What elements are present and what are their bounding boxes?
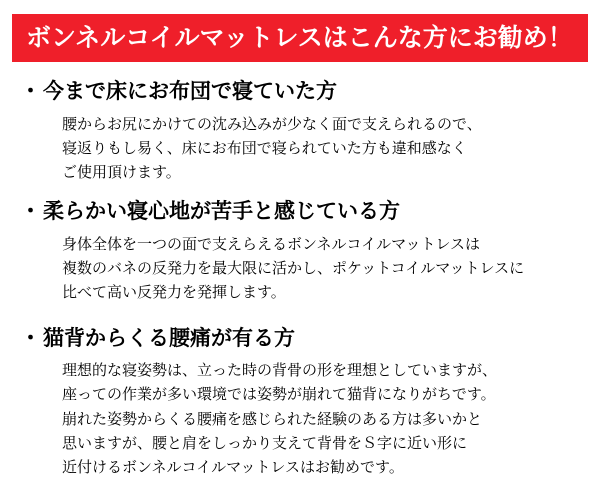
body-line: 腰からお尻にかけての沈み込みが少なく面で支えられるので、 bbox=[62, 114, 482, 133]
section-3-heading bbox=[20, 325, 582, 352]
section-1-heading-text: 今まで床にお布団で寝ていた方 bbox=[43, 79, 337, 104]
section-2-heading-text: 柔らかい寝心地が苦手と感じている方 bbox=[43, 199, 400, 224]
bullet-icon: ・ bbox=[20, 79, 41, 104]
section-1 bbox=[20, 78, 582, 184]
body-line: ご使用頂けます。 bbox=[62, 163, 181, 182]
body-line: 崩れた姿勢からくる腰痛を感じられた経験のある方は多いかと bbox=[62, 409, 483, 428]
body-line: 理想的な寝姿勢は、立った時の背骨の形を理想としていますが、 bbox=[62, 360, 498, 379]
section-2-body bbox=[20, 232, 582, 305]
section-1-body bbox=[20, 112, 582, 185]
body-line: 寝返りもし易く、床にお布団で寝られていた方も違和感なく bbox=[62, 138, 467, 157]
section-1-heading bbox=[20, 78, 582, 105]
body-line: 思いますが、腰と肩をしっかり支えて背骨をＳ字に近い形に bbox=[62, 433, 468, 452]
section-2 bbox=[20, 198, 582, 304]
body-line: 座っての作業が多い環境では姿勢が崩れて猫背になりがちです。 bbox=[62, 385, 496, 404]
body-line: 身体全体を一つの面で支えらえるボンネルコイルマットレスは bbox=[62, 234, 481, 253]
section-3-heading-text: 猫背からくる腰痛が有る方 bbox=[43, 325, 295, 350]
bullet-icon: ・ bbox=[20, 325, 41, 350]
body-line: 比べて高い反発力を発揮します。 bbox=[62, 283, 286, 302]
page-title: ボンネルコイルマットレスはこんな方にお勧め！ bbox=[12, 14, 588, 62]
body-line: 近付けるボンネルコイルマットレスはお勧めです。 bbox=[62, 458, 404, 477]
body-line: 複数のバネの反発力を最大限に活かし、ポケットコイルマットレスに bbox=[62, 259, 525, 278]
section-3 bbox=[20, 325, 582, 479]
section-2-heading bbox=[20, 198, 582, 225]
bullet-icon: ・ bbox=[20, 199, 41, 224]
section-3-body bbox=[20, 358, 582, 479]
content-body bbox=[12, 62, 588, 479]
